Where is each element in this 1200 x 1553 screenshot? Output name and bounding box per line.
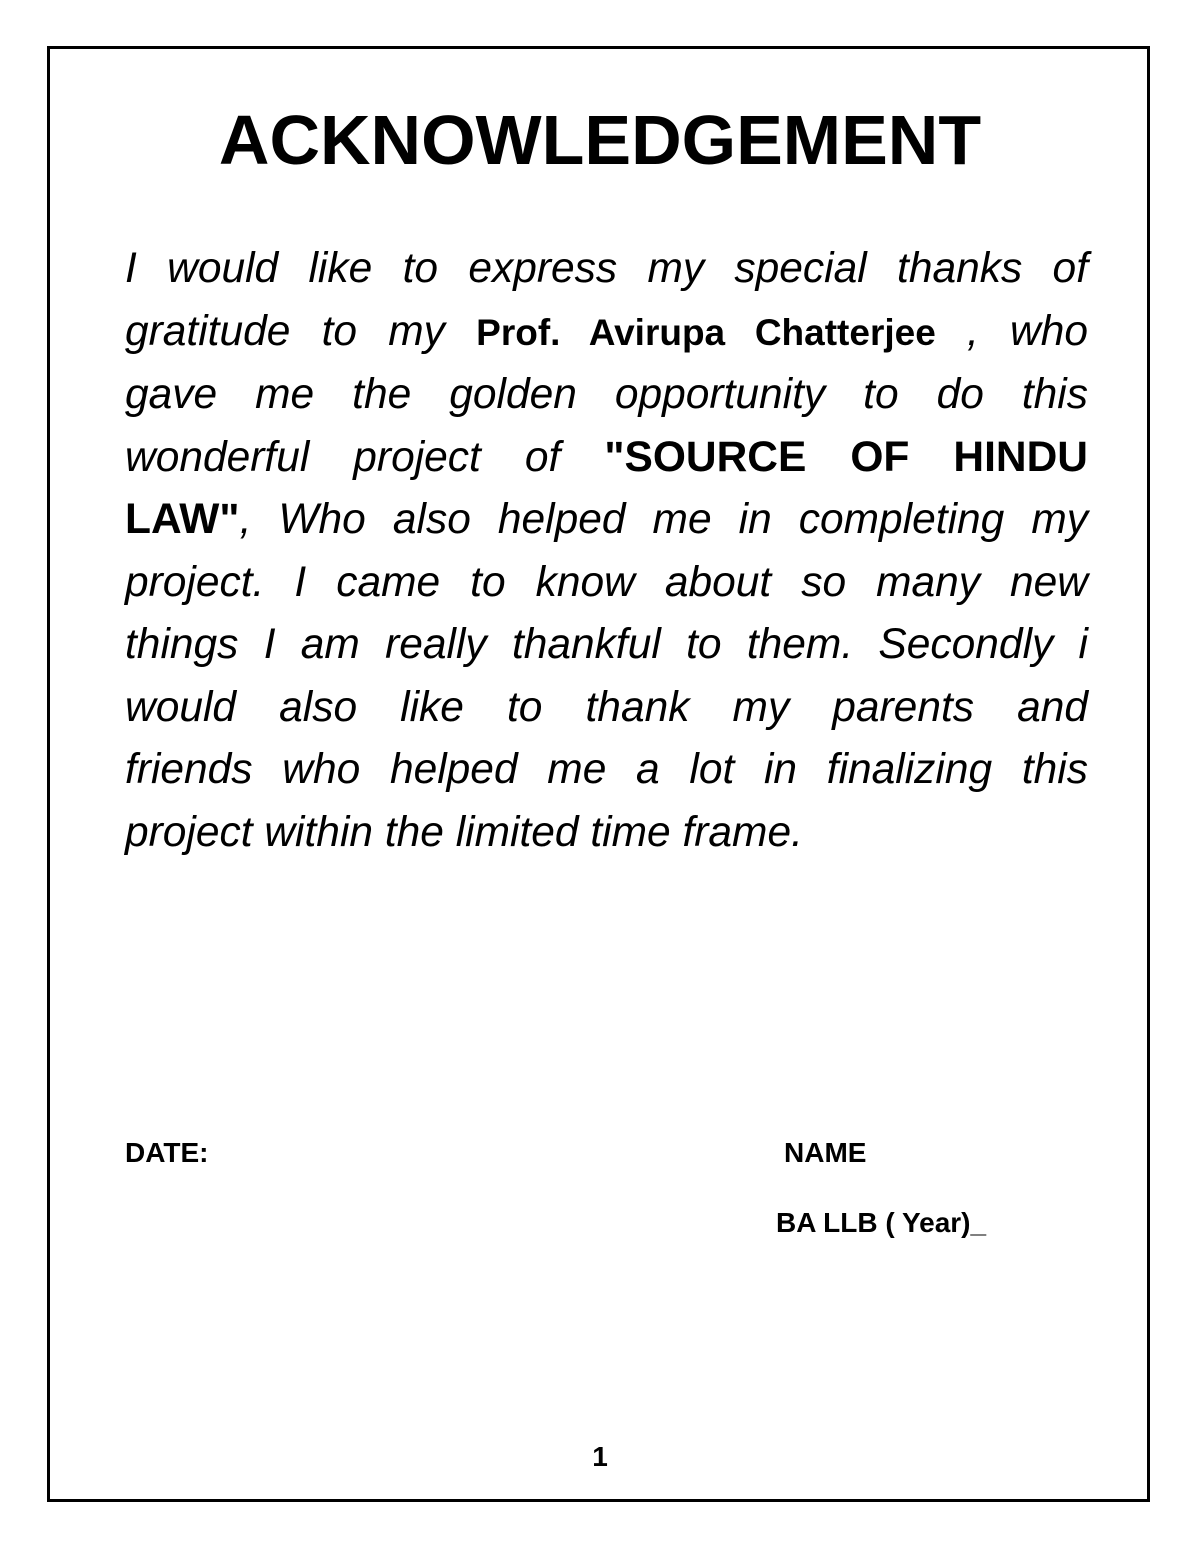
paragraph-line: project within the limited time frame. xyxy=(125,808,803,856)
paragraph-text: , Who also helped me in completing my xyxy=(239,496,1088,543)
class-label: BA LLB ( Year)_ xyxy=(776,1207,987,1238)
paragraph-line: gave me the golden opportunity to do this xyxy=(125,371,1088,418)
professor-name: Prof. Avirupa Chatterjee xyxy=(476,311,936,353)
name-label: NAME xyxy=(784,1137,867,1168)
paragraph-line xyxy=(125,301,1088,365)
paragraph-line: friends who helped me a lot in finalizing this xyxy=(125,746,1088,793)
paragraph-line: project. I came to know about so many new xyxy=(125,558,1088,606)
document-title: ACKNOWLEDGEMENT xyxy=(218,101,982,179)
paragraph-text: gratitude to my xyxy=(125,307,477,355)
project-title: LAW" xyxy=(125,496,240,543)
paragraph-line: would also like to thank my parents and xyxy=(125,683,1088,731)
paragraph-text: wonderful project of xyxy=(125,433,605,481)
paragraph-line xyxy=(125,427,1088,490)
page-number: 1 xyxy=(592,1441,608,1472)
paragraph-line: I would like to express my special thanks of xyxy=(125,245,1088,292)
date-label: DATE: xyxy=(125,1137,209,1168)
project-title: "SOURCE OF HINDU xyxy=(604,433,1088,481)
paragraph-line xyxy=(125,489,1088,552)
paragraph-line: things I am really thankful to them. Secondly i xyxy=(125,621,1088,668)
acknowledgement-paragraph xyxy=(125,238,1088,864)
paragraph-text: , who xyxy=(935,307,1088,355)
